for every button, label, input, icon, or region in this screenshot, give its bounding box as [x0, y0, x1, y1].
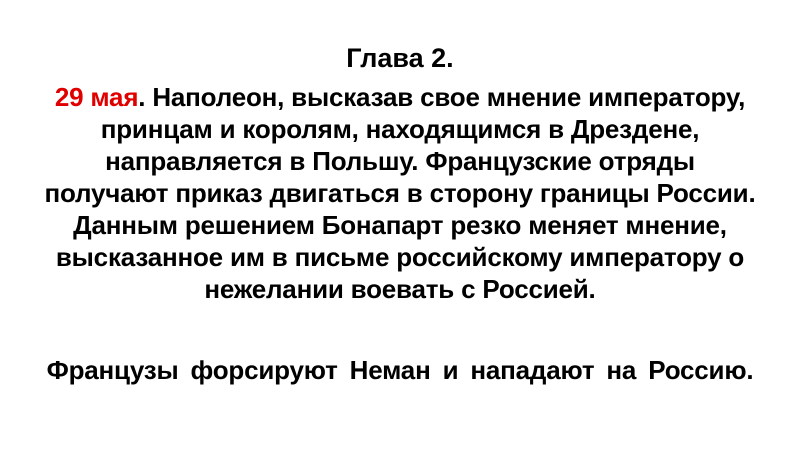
paragraph-line-4: получают приказ двигаться в сторону границы России. — [44, 178, 756, 208]
paragraph-line-1 — [20, 81, 780, 113]
slide-title: Глава 2. — [346, 43, 454, 73]
paragraph-line-3: направляется в Польшу. Французские отряды — [105, 146, 695, 176]
paragraph-line-7: нежелании воевать с Россией. — [204, 274, 596, 304]
date-highlight: 29 мая — [54, 82, 139, 112]
footer-sentence: Французы форсируют Неман и нападают на Россию. — [46, 355, 754, 385]
body-paragraph — [20, 81, 780, 305]
paragraph-line-5: Данным решением Бонапарт резко меняет мнение, — [73, 210, 727, 240]
paragraph-line-1-text: . Наполеон, высказав свое мнение императору, — [138, 82, 746, 112]
paragraph-line-2: принцам и королям, находящимся в Дрездене, — [100, 114, 700, 144]
paragraph-line-6: высказанное им в письме российскому императору о — [55, 242, 745, 272]
